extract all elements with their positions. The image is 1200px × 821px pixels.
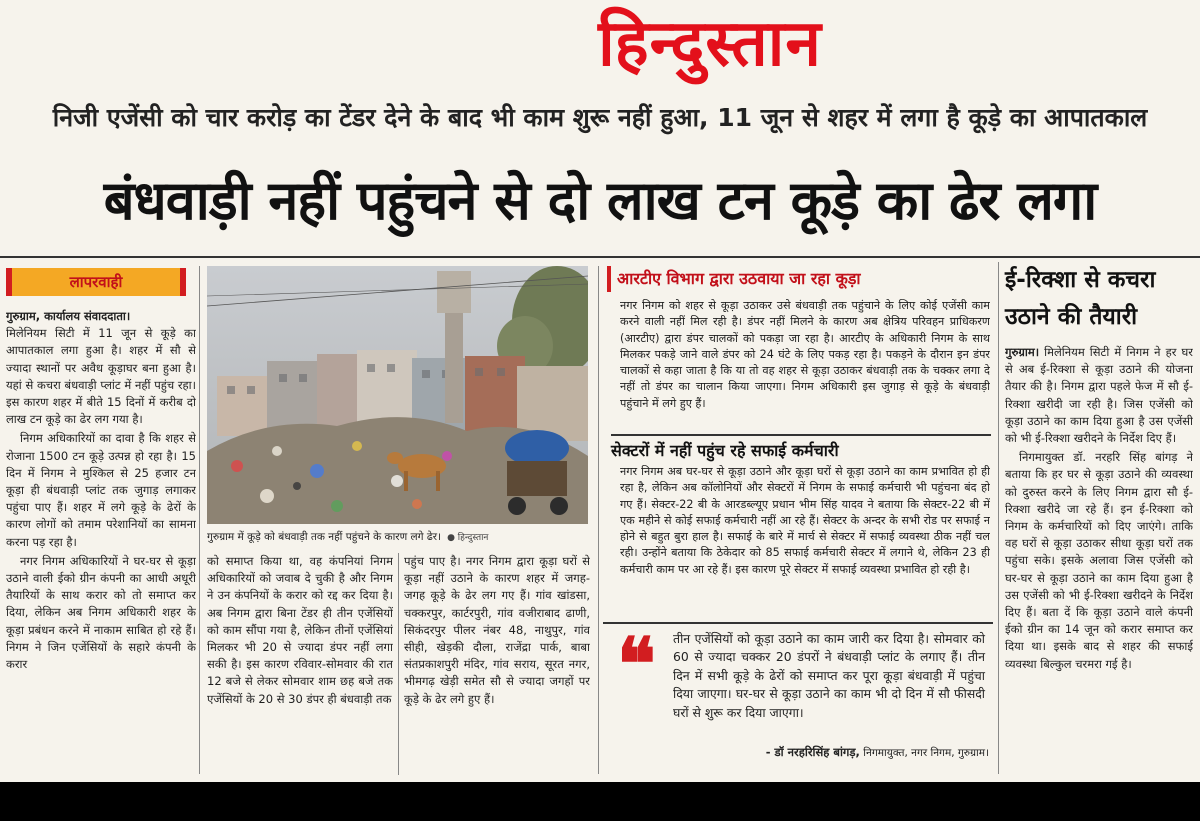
masthead [500, 0, 920, 92]
story-paragraph: पहुंच पाए है। नगर निगम द्वारा कूड़ा घरों से कूड़ा नहीं उठाने के कारण शहर में जगह-जगह कूड़े के ढेर लग गए हैं। गांव खांडसा, चक्करपुर, कार्टरपुरी, गांव वजीराबाद ढाणी, सिकंदरपुर पीलर नंबर 48, नाथुपुर, गांव सीही, खेड़की दौला, राजेंद्रा पार्क, बाबा संतप्रकाशपुरी मंदिर, गांव सराय, सूरत नगर, भीमगढ़ खेड़ी समेत सौ से ज्यादा जगहों पर कूड़े के ढेर लगे हुए हैं। [404, 554, 590, 706]
story-paragraph: निगमायुक्त डॉ. नरहरि सिंह बांगड़ ने बताया कि हर घर से कूड़ा उठाने की व्यवस्था को दुरुस्त करने के लिए निगम द्वारा सौ ई-रिक्शा खरीदे जा रहे हैं। इन ई-रिक्शा को निगम के कर्मचारियों को दिए जाएंगे। ताकि वह घरों से कूड़ा उठाकर सीधा कूड़ा घरों तक पहुंचा सके। इसके अलावा जिस एजेंसी को घर-घर से कूड़ा उठाने का काम दिया हुआ है उस एजेंसी को भी ई-रिक्शा खरीदने के निर्देश दिए हैं। बता दें कि कूड़ा उठाने वाले कंपनी ईको ग्रीन का 14 जून को करार समाप्त कर दिया था। इसके बाद से शहर की सफाई व्यवस्था बिल्कुल चरमरा गई है। [1005, 450, 1193, 671]
garbage-photo-illustration [207, 266, 588, 524]
section-tag-label: लापरवाही [69, 273, 123, 291]
quote-author: - डॉ नरहरिसिंह बांगड़, [765, 745, 860, 759]
masthead-logo: हिन्दुस्तान [598, 6, 822, 81]
news-photo [207, 266, 588, 524]
story-paragraph: निगम अधिकारियों का दावा है कि शहर से रोजाना 1500 टन कूड़े उत्पन्न हो रहा है। 15 दिन में निगम ने मुश्किल से 25 हजार टन कूड़ा ही बंधवाड़ी प्लांट तक जुगाड़ लगाकर पहुंचा पाए हैं। शहर में लगे कूड़े के ढेरों के कारण लोगों को तमाम परेशानियों का सामना करना पड़ रहा है। [6, 431, 196, 549]
story-paragraph: गुरुग्राम, कार्यालय संवाददाता। मिलेनियम सिटी में 11 जून से कूड़े का आपातकाल लगा हुआ है। शहर में सौ से ज्यादा स्थानों पर अवैध कूड़ाघर बना हुआ है। यहां से कचरा बंधवाड़ी प्लांट में नहीं पहुंच रहा। इस कारण शहर में बीते 15 दिनों में करीब दो लाख टन कूड़े का ढेर लग गया है। [6, 309, 196, 427]
quote-attribution [753, 744, 989, 761]
main-headline: बंधवाड़ी नहीं पहुंचने से दो लाख टन कूड़े का ढेर लगा [103, 169, 1097, 232]
quote-designation: निगमायुक्त, नगर निगम, गुरुग्राम। [863, 747, 989, 759]
right-column-heading: ई-रिक्शा से कचरा उठाने की तैयारी [1005, 267, 1156, 330]
photo-credit: ● हिन्दुस्तान [447, 533, 489, 543]
dateline: गुरुग्राम, कार्यालय संवाददाता। [6, 309, 131, 323]
kicker-headline: निजी एजेंसी को चार करोड़ का टेंडर देने के बाद भी काम शुरू नहीं हुआ, 11 जून से शहर में लगा है कूड़े का आपातकाल [52, 103, 1148, 132]
sector-box-heading: सेक्टरों में नहीं पहुंच रहे सफाई कर्मचारी [611, 441, 839, 460]
sector-box-text: नगर निगम अब घर-घर से कूड़ा उठाने और कूड़ा घरों से कूड़ा उठाने का काम प्रभावित हो ही रहा है, लेकिन अब कॉलोनियों और सेक्टरों में निगम के सफाई कर्मचारी भी पहुंचना बंद हो गए हैं। सेक्टर-22 बी के आरडब्ल्यूए प्रधान भीम सिंह यादव ने बताया कि सेक्टर-22 बी में एक महीने से कोई सफाई कर्मचारी नहीं आ रहे हैं। सेक्टर के अन्दर के सभी रोड पर सफाई न होने से बहुत बुरा हाल है। सफाई के बारे में मार्च से सेक्टर में सफाई व्यवस्था ठीक नहीं चल रही। उन्होंने बताया कि ठेकेदार को 85 सफाई कर्मचारी सेक्टर में लगाने थे, लेकिन 23 ही कर्मचारी काम पर आ रहे हैं। इस कारण पूरे सेक्टर में सफाई व्यवस्था प्रभावित हो रही है। [620, 465, 990, 576]
section-tag [6, 268, 186, 296]
right-column-story [1005, 344, 1193, 774]
sector-box-header [611, 434, 991, 464]
column-divider [199, 266, 200, 774]
photo-caption [207, 526, 588, 548]
middle-column-b [404, 553, 590, 775]
dateline: गुरुग्राम। [1005, 345, 1040, 359]
quote-mark-icon: ❝ [617, 621, 656, 706]
quote-text: तीन एजेंसियों को कूड़ा उठाने का काम जारी कर दिया है। सोमवार को 60 से ज्यादा चक्कर 20 डंपरों ने बंधवाड़ी प्लांट के लगाए हैं। तीन दिन में सभी कूड़े के ढेरों को समाप्त कर पूरा कूड़ा बंधवाड़ी में पहुंचा दिया जाएगा। घर-घर से कूड़ा उठाने का काम भी दो दिन में सौ फीसदी घरों से शुरू कर दिया जाएगा। [673, 631, 985, 720]
rto-box-text: नगर निगम को शहर से कूड़ा उठाकर उसे बंधवाड़ी तक पहुंचाने के लिए कोई एजेंसी काम करने वाली नहीं मिल रही है। डंपर नहीं मिलने के कारण अब क्षेत्रिय परिवहन प्राधिकरण (आरटीए) द्वारा डंपर चालकों को पकड़ा जा रहा है। आरटीए के अधिकारी निगम के साथ मिलकर पकड़े जाने वाले डंपर को 24 घंटे के लिए पकड़ रहा है। पकड़ने के दौरान इन डंपर चालकों से कहा जाता है कि या तो वह शहर से कूड़ा उठाकर बंधवाड़ी तक के चक्कर लगा दे नहीं तो डंपर का चालान किया जाएगा। निगम अधिकारी इस जुगाड़ से कूड़े के बंधवाड़ी पहुंचाने में लगे हुए हैं। [620, 299, 990, 410]
column-divider [998, 262, 999, 774]
rto-box-header [607, 266, 993, 292]
left-column-story [6, 308, 196, 774]
rto-box-heading: आरटीए विभाग द्वारा उठवाया जा रहा कूड़ा [607, 266, 861, 292]
column-divider [398, 553, 399, 775]
middle-column-a [207, 553, 393, 775]
story-paragraph: को समाप्त किया था, वह कंपनियां निगम अधिकारियों को जवाब दे चुकी है और निगम ने उन कंपनियों के करार को रद्द कर दिया है। अब निगम द्वारा बिना टेंडर ही तीन एजेंसियों को काम सौंपा गया है, लेकिन तीनों एजेंसियां मिलकर भी 20 से ज्यादा डंपर नहीं लगा सकी है। इस कारण रविवार-सोमवार की रात 12 बजे से लेकर सोमवार शाम छह बजे तक एजेंसियों के 20 से 30 डंपर ही बंधवाड़ी तक [207, 554, 393, 706]
column-divider [598, 266, 599, 774]
story-paragraph: गुरुग्राम। मिलेनियम सिटी में निगम ने हर घर से अब ई-रिक्शा से कूड़ा उठाने की योजना तैयार की है। निगम द्वारा पहले फेज में सौ ई-रिक्शा खरीदी जा रही है। जिस एजेंसी को कूड़ा उठाने का काम दिया हुआ है उस एजेंसी को भी ई-रिक्शा खरीदने के निर्देश दिए हैं। [1005, 345, 1193, 446]
headline-rule [0, 256, 1200, 258]
quote-box [603, 622, 993, 776]
caption-text: गुरुग्राम में कूड़े को बंधवाड़ी तक नहीं पहुंचने के कारण लगे ढेर। [207, 531, 442, 543]
story-paragraph: नगर निगम अधिकारियों ने घर-घर से कूड़ा उठाने वाली ईको ग्रीन कंपनी का आधी अधूरी तैयारियों के साथ करार को तो समाप्त कर दिया, लेकिन अब निगम अधिकारी शहर के कूड़ा प्रबंधन करने में नाकाम साबित हो रहे हैं। निगम ने जिन एजेंसियों के सहारे कंपनी के करार [6, 553, 196, 672]
